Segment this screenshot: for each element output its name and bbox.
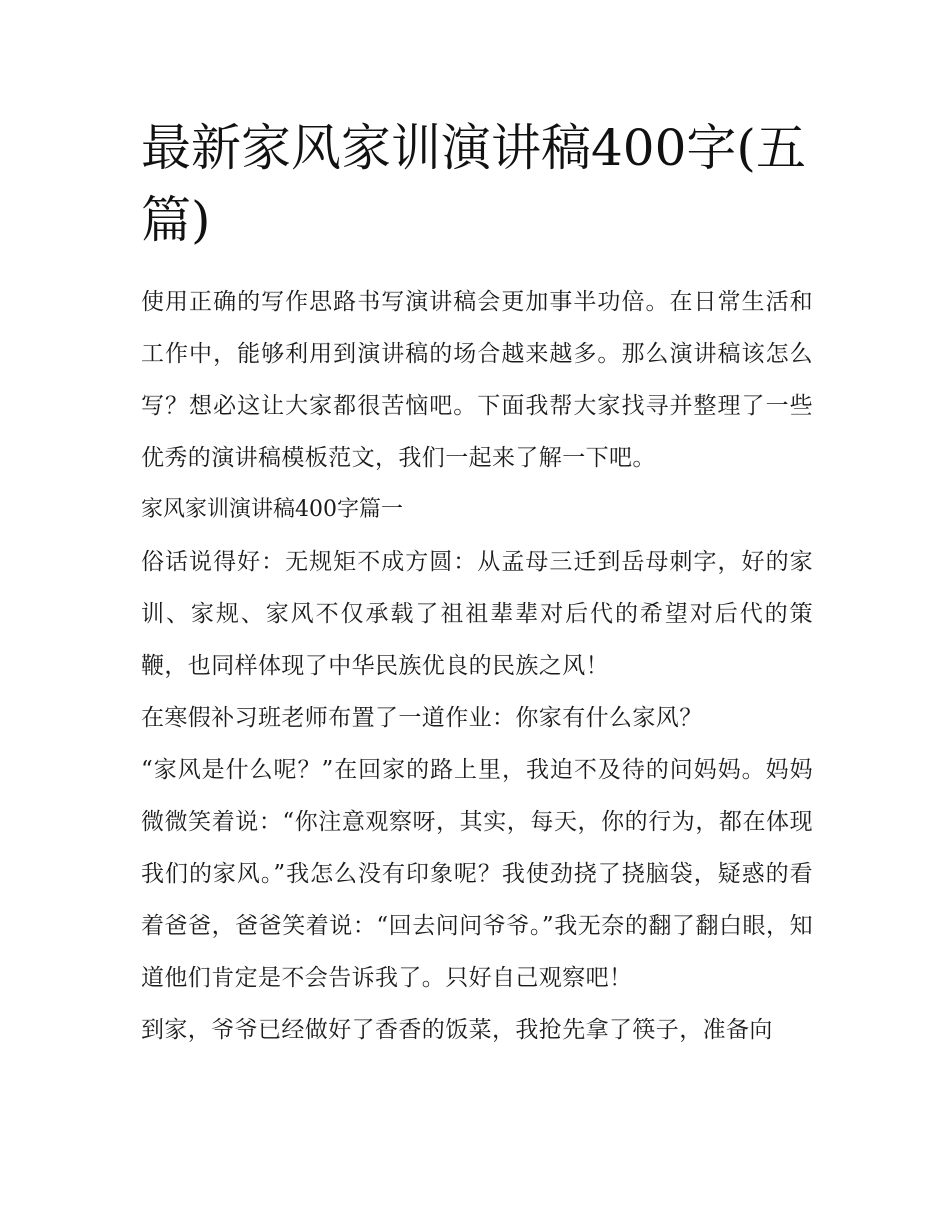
document-body [141,112,813,1056]
body-paragraph: 在寒假补习班老师布置了一道作业：你家有什么家风？ [141,705,703,731]
intro-paragraph: 使用正确的写作思路书写演讲稿会更加事半功倍。在日常生活和工作中，能够利用到演讲稿的场合越来越多。那么演讲稿该怎么写？想必这让大家都很苦恼吧。下面我帮大家找寻并整理了一些优秀的演讲稿模板范文，我们一起来了解一下吧。 [141,289,813,471]
body-paragraph: 俗话说得好：无规矩不成方圆：从孟母三迁到岳母刺字，好的家训、家规、家风不仅承载了祖祖辈辈对后代的希望对后代的策鞭，也同样体现了中华民族优良的民族之风！ [141,549,813,679]
body-paragraph: 到家，爷爷已经做好了香香的饭菜，我抢先拿了筷子，准备向 [141,1017,773,1043]
document-title: 最新家风家训演讲稿400字(五篇) [141,119,806,249]
body-paragraph: “家风是什么呢？”在回家的路上里，我迫不及待的问妈妈。妈妈微微笑着说：“你注意观察呀，其实，每天，你的行为，都在体现我们的家风。”我怎么没有印象呢？我使劲挠了挠脑袋，疑惑的看着爸爸，爸爸笑着说：“回去问问爷爷。”我无奈的翻了翻白眼，知道他们肯定是不会告诉我了。只好自己观察吧！ [141,757,813,991]
section-heading: 家风家训演讲稿400字篇一 [141,497,403,522]
